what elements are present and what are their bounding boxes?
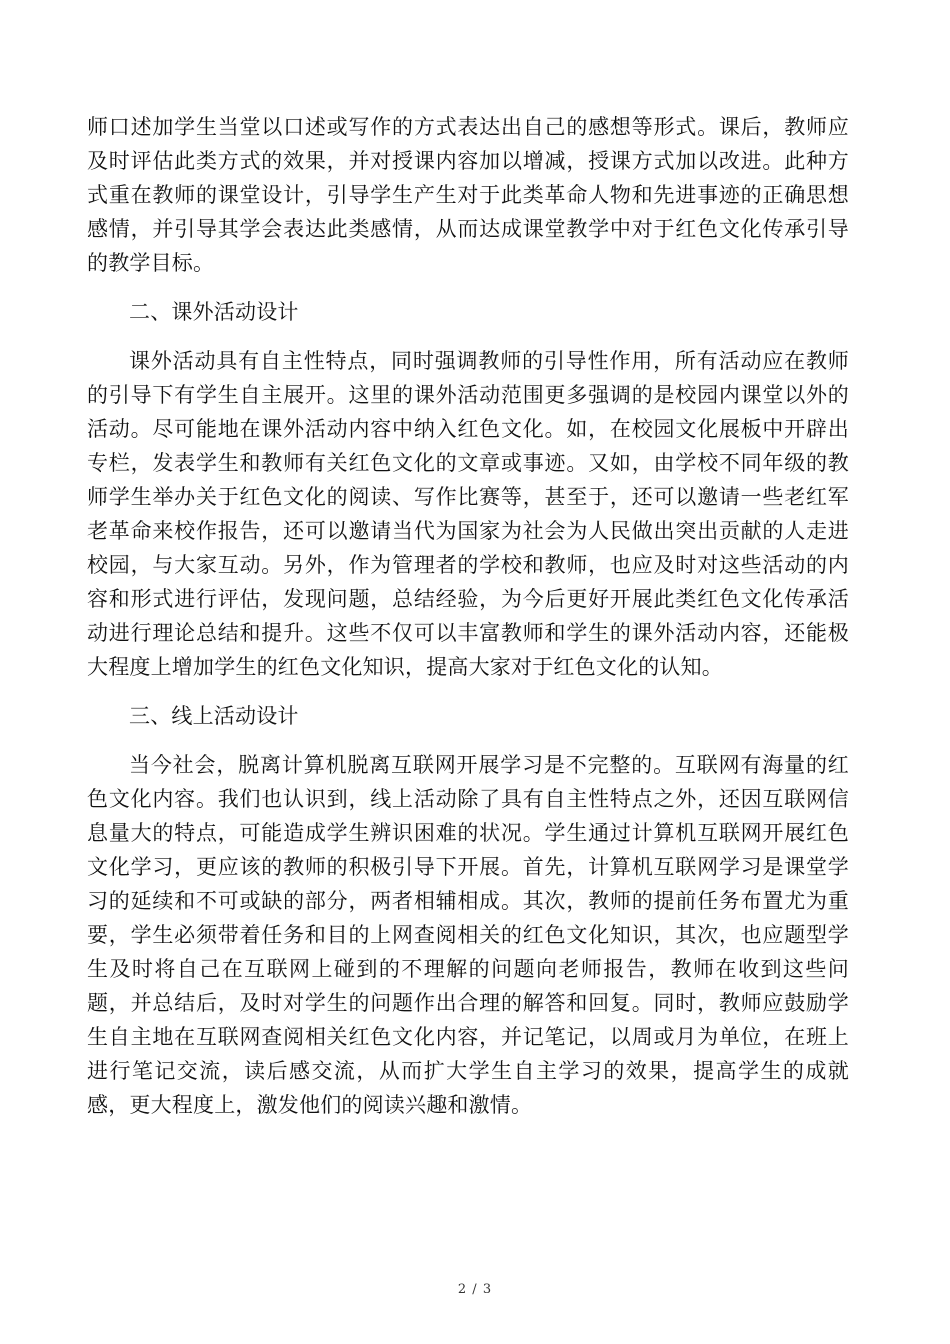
page-number: 2 / 3 bbox=[457, 1282, 493, 1297]
section-heading-extracurricular: 二、课外活动设计 bbox=[129, 300, 299, 324]
document-body bbox=[87, 110, 849, 1122]
paragraph-online: 当今社会，脱离计算机脱离互联网开展学习是不完整的。互联网有海量的红色文化内容。我们也认识到，线上活动除了具有自主性特点之外，还因互联网信息量大的特点，可能造成学生辨识困难的状况。学生通过计算机互联网开展红色文化学习，更应该的教师的积极引导下开展。首先，计算机互联网学习是课堂学习的延续和不可或缺的部分，两者相辅相成。其次，教师的提前任务布置尤为重要，学生必须带着任务和目的上网查阅相关的红色文化知识，其次，也应题型学生及时将自己在互联网上碰到的不理解的问题向老师报告，教师在收到这些问题，并总结后，及时对学生的问题作出合理的解答和回复。同时，教师应鼓励学生自主地在互联网查阅相关红色文化内容，并记笔记，以周或月为单位，在班上进行笔记交流，读后感交流，从而扩大学生自主学习的效果，提高学生的成就感，更大程度上，激发他们的阅读兴趣和激情。 bbox=[87, 753, 849, 1117]
paragraph-gap bbox=[87, 329, 849, 344]
paragraph-gap bbox=[87, 684, 849, 699]
paragraph-gap bbox=[87, 733, 849, 748]
paragraph-extracurricular: 课外活动具有自主性特点，同时强调教师的引导性作用，所有活动应在教师的引导下有学生自主展开。这里的课外活动范围更多强调的是校园内课堂以外的活动。尽可能地在课外活动内容中纳入红色文化。如，在校园文化展板中开辟出专栏，发表学生和教师有关红色文化的文章或事迹。又如，由学校不同年级的教师学生举办关于红色文化的阅读、写作比赛等，甚至于，还可以邀请一些老红军老革命来校作报告，还可以邀请当代为国家为社会为人民做出突出贡献的人走进校园，与大家互动。另外，作为管理者的学校和教师，也应及时对这些活动的内容和形式进行评估，发现问题，总结经验，为今后更好开展此类红色文化传承活动进行理论总结和提升。这些不仅可以丰富教师和学生的课外活动内容，还能极大程度上增加学生的红色文化知识，提高大家对于红色文化的认知。 bbox=[87, 349, 849, 679]
paragraph-gap bbox=[87, 280, 849, 295]
section-heading-online: 三、线上活动设计 bbox=[129, 704, 299, 728]
paragraph-continued: 师口述加学生当堂以口述或写作的方式表达出自己的感想等形式。课后，教师应及时评估此类方式的效果，并对授课内容加以增减，授课方式加以改进。此种方式重在教师的课堂设计，引导学生产生对于此类革命人物和先进事迹的正确思想感情，并引导其学会表达此类感情，从而达成课堂教学中对于红色文化传承引导的教学目标。 bbox=[87, 115, 849, 275]
